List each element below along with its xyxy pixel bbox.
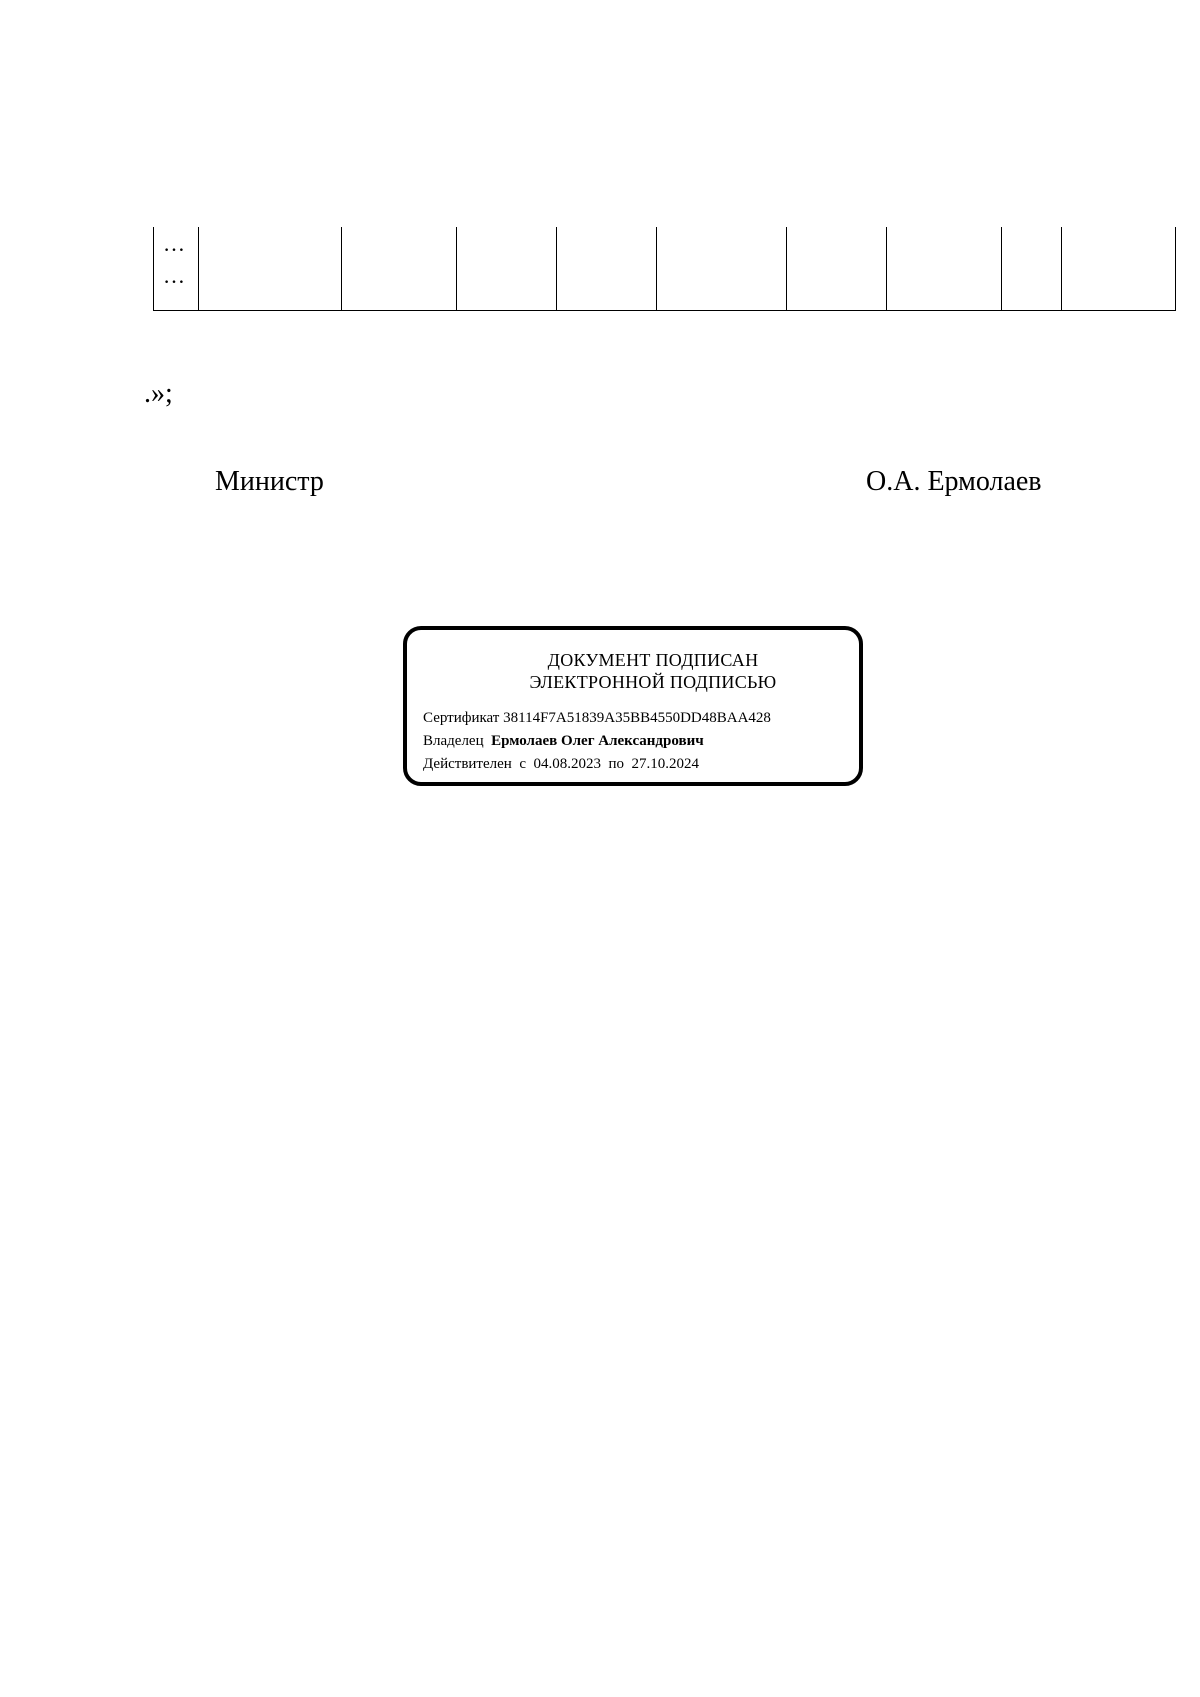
table-cell-ellipsis: …	[163, 263, 186, 288]
certificate-label: Сертификат	[423, 710, 500, 726]
table-border-line	[341, 227, 342, 311]
closing-quote: .»;	[144, 378, 173, 409]
owner-label: Владелец	[423, 733, 484, 749]
stamp-heading-line2: ЭЛЕКТРОННОЙ ПОДПИСЬЮ	[529, 672, 777, 692]
table-border-line	[456, 227, 457, 311]
stamp-heading-line1: ДОКУМЕНТ ПОДПИСАН	[547, 650, 759, 670]
table-border-line	[198, 227, 199, 311]
table-border-line	[153, 227, 154, 311]
stamp-owner-line	[423, 731, 704, 751]
signatory-title: Министр	[215, 466, 324, 497]
valid-to-label: по	[608, 756, 625, 772]
table-border-line	[1001, 227, 1002, 311]
stamp-certificate-line	[423, 708, 771, 728]
table-fragment	[153, 227, 1176, 311]
table-border-line	[656, 227, 657, 311]
electronic-signature-stamp	[403, 626, 863, 786]
valid-label: Действителен	[423, 756, 512, 772]
owner-value: Ермолаев Олег Александрович	[491, 733, 704, 749]
valid-from-label: с	[519, 756, 526, 772]
table-border-line	[556, 227, 557, 311]
certificate-value: 38114F7A51839A35BB4550DD48BAA428	[503, 710, 771, 726]
valid-from-date: 04.08.2023	[533, 756, 601, 772]
table-cell-ellipsis: …	[163, 231, 186, 256]
table-border-line	[886, 227, 887, 311]
table-border-line	[786, 227, 787, 311]
valid-to-date: 27.10.2024	[631, 756, 700, 772]
stamp-validity-line	[423, 754, 699, 774]
table-border-line	[1175, 227, 1176, 311]
table-border-line	[1061, 227, 1062, 311]
signatory-name: О.А. Ермолаев	[866, 466, 1042, 497]
